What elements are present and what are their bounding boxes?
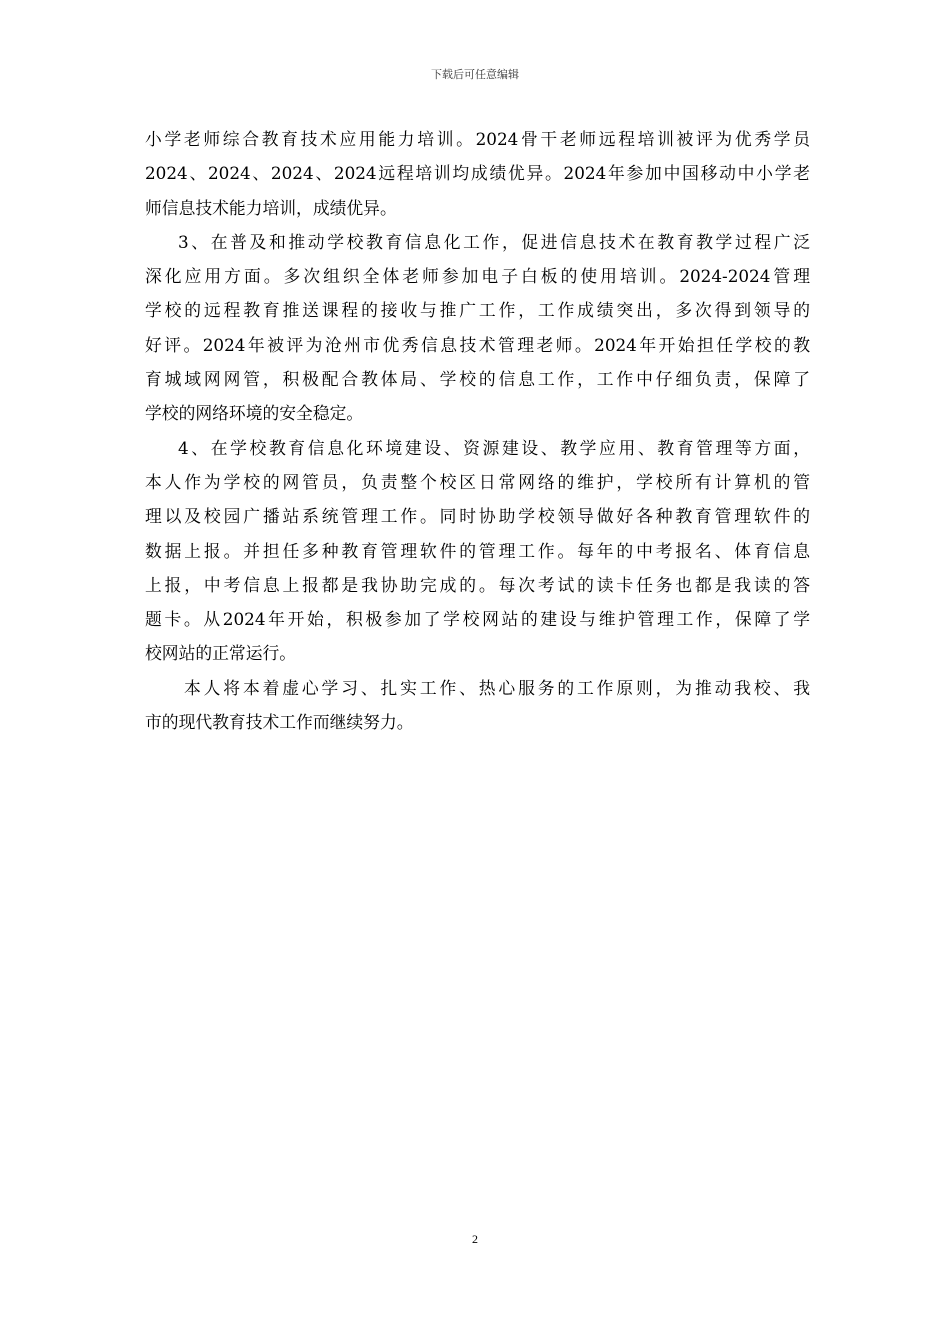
paragraph-2-line-4: 好评。2024年被评为沧州市优秀信息技术管理老师。2024年开始担任学校的教 <box>145 334 810 355</box>
paragraph-3-line-4: 数据上报。并担任多种教育管理软件的管理工作。每年的中考报名、体育信息 <box>145 540 810 561</box>
paragraph-2-line-3: 学校的远程教育推送课程的接收与推广工作，工作成绩突出，多次得到领导的 <box>145 300 810 321</box>
document-body <box>145 122 810 739</box>
paragraph-2-line-6: 学校的网络环境的安全稳定。 <box>145 403 364 424</box>
paragraph-1-line-1: 小学老师综合教育技术应用能力培训。2024骨干老师远程培训被评为优秀学员 <box>145 129 810 149</box>
paragraph-2-line-1: 3、在普及和推动学校教育信息化工作，促进信息技术在教育教学过程广泛 <box>178 231 810 252</box>
paragraph-3-line-5: 上报，中考信息上报都是我协助完成的。每次考试的读卡任务也都是我读的答 <box>145 574 810 595</box>
paragraph-1-line-2: 2024、2024、2024、2024远程培训均成绩优异。2024年参加中国移动中小学老 <box>145 163 810 184</box>
page-number: 2 <box>472 1232 478 1246</box>
page-header: 下载后可任意编辑 <box>431 68 519 81</box>
paragraph-1-line-3: 师信息技术能力培训，成绩优异。 <box>145 197 397 218</box>
paragraph-3-line-1: 4、在学校教育信息化环境建设、资源建设、教学应用、教育管理等方面， <box>178 437 810 458</box>
paragraph-4-line-1: 本人将本着虚心学习、扎实工作、热心服务的工作原则，为推动我校、我 <box>184 677 810 698</box>
paragraph-2-line-5: 育城域网网管，积极配合教体局、学校的信息工作，工作中仔细负责，保障了 <box>145 369 810 390</box>
paragraph-3-line-2: 本人作为学校的网管员，负责整个校区日常网络的维护，学校所有计算机的管 <box>145 471 810 492</box>
paragraph-3-line-6: 题卡。从2024年开始，积极参加了学校网站的建设与维护管理工作，保障了学 <box>145 609 810 630</box>
paragraph-2-line-2: 深化应用方面。多次组织全体老师参加电子白板的使用培训。2024-2024管理 <box>145 266 810 287</box>
paragraph-3-line-7: 校网站的正常运行。 <box>145 643 297 664</box>
paragraph-4-line-2: 市的现代教育技术工作而继续努力。 <box>145 712 414 733</box>
paragraph-3-line-3: 理以及校园广播站系统管理工作。同时协助学校领导做好各种教育管理软件的 <box>145 506 810 527</box>
